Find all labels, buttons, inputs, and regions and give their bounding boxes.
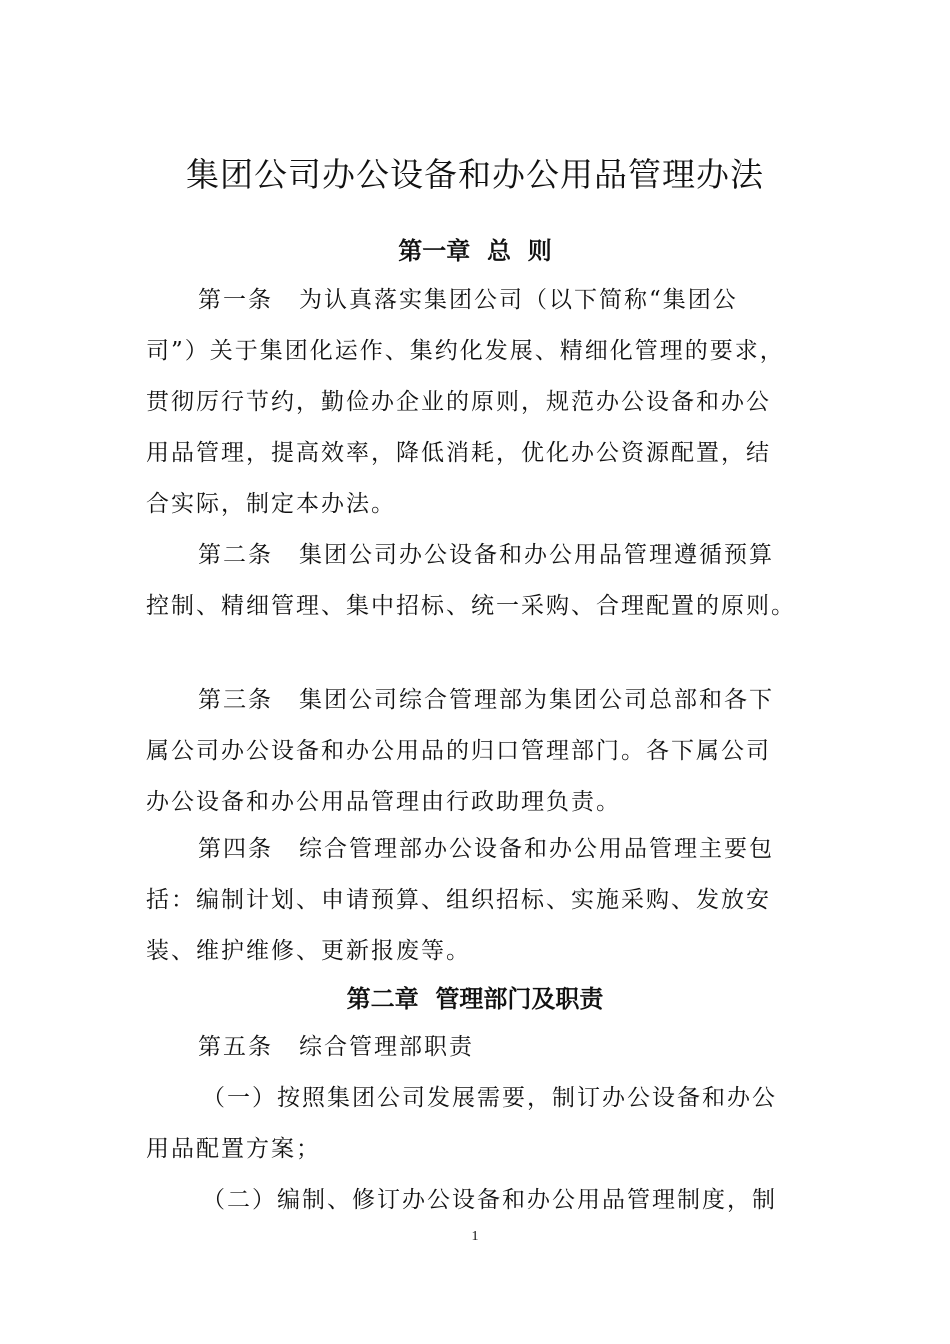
article-1-line-1 bbox=[146, 275, 806, 326]
article-4-line-3: 装、维护维修、更新报废等。 bbox=[146, 938, 471, 964]
article-1-line-3: 贯彻厉行节约，勤俭办企业的原则，规范办公设备和办公 bbox=[146, 389, 771, 415]
article-3-line-2: 属公司办公设备和办公用品的归口管理部门。各下属公司 bbox=[146, 738, 771, 764]
article-1-line-4: 用品管理，提高效率，降低消耗，优化办公资源配置，结 bbox=[146, 440, 771, 466]
article-3 bbox=[146, 675, 806, 828]
article-2-number: 第二条 bbox=[198, 542, 273, 568]
article-2-text: 集团公司办公设备和办公用品管理遵循预算 bbox=[299, 542, 774, 568]
article-5 bbox=[146, 1022, 806, 1226]
article-5-item-1-line-1: （一）按照集团公司发展需要，制订办公设备和办公 bbox=[202, 1085, 777, 1111]
article-5-line-1 bbox=[146, 1022, 806, 1073]
article-4-line-1 bbox=[146, 824, 806, 875]
article-3-line-3: 办公设备和办公用品管理由行政助理负责。 bbox=[146, 789, 621, 815]
article-4-number: 第四条 bbox=[198, 836, 273, 862]
article-4 bbox=[146, 824, 806, 977]
article-4-text: 综合管理部办公设备和办公用品管理主要包 bbox=[299, 836, 774, 862]
article-4-line-2: 括：编制计划、申请预算、组织招标、实施采购、发放安 bbox=[146, 887, 771, 913]
chapter-2-heading: 第二章 管理部门及职责 bbox=[346, 985, 604, 1013]
chapter-1-heading: 第一章 总 则 bbox=[398, 237, 552, 265]
article-5-item-1-line-2: 用品配置方案； bbox=[146, 1136, 321, 1162]
article-1-line-5: 合实际，制定本办法。 bbox=[146, 491, 396, 517]
article-1-number: 第一条 bbox=[198, 287, 273, 313]
article-3-line-1 bbox=[146, 675, 806, 726]
article-5-number: 第五条 bbox=[198, 1034, 273, 1060]
document-title: 集团公司办公设备和办公用品管理办法 bbox=[186, 155, 764, 195]
page-number: 1 bbox=[471, 1229, 479, 1244]
article-1-line-2: 司”）关于集团化运作、集约化发展、精细化管理的要求， bbox=[146, 338, 785, 364]
article-2-line-2: 控制、精细管理、集中招标、统一采购、合理配置的原则。 bbox=[146, 593, 796, 619]
article-1-text: 为认真落实集团公司（以下简称“集团公 bbox=[299, 287, 738, 313]
article-5-text: 综合管理部职责 bbox=[299, 1034, 474, 1060]
article-2 bbox=[146, 530, 806, 632]
article-5-item-2-line-1: （二）编制、修订办公设备和办公用品管理制度，制 bbox=[202, 1187, 777, 1213]
article-3-text: 集团公司综合管理部为集团公司总部和各下 bbox=[299, 687, 774, 713]
article-2-line-1 bbox=[146, 530, 806, 581]
article-1 bbox=[146, 275, 806, 530]
article-3-number: 第三条 bbox=[198, 687, 273, 713]
